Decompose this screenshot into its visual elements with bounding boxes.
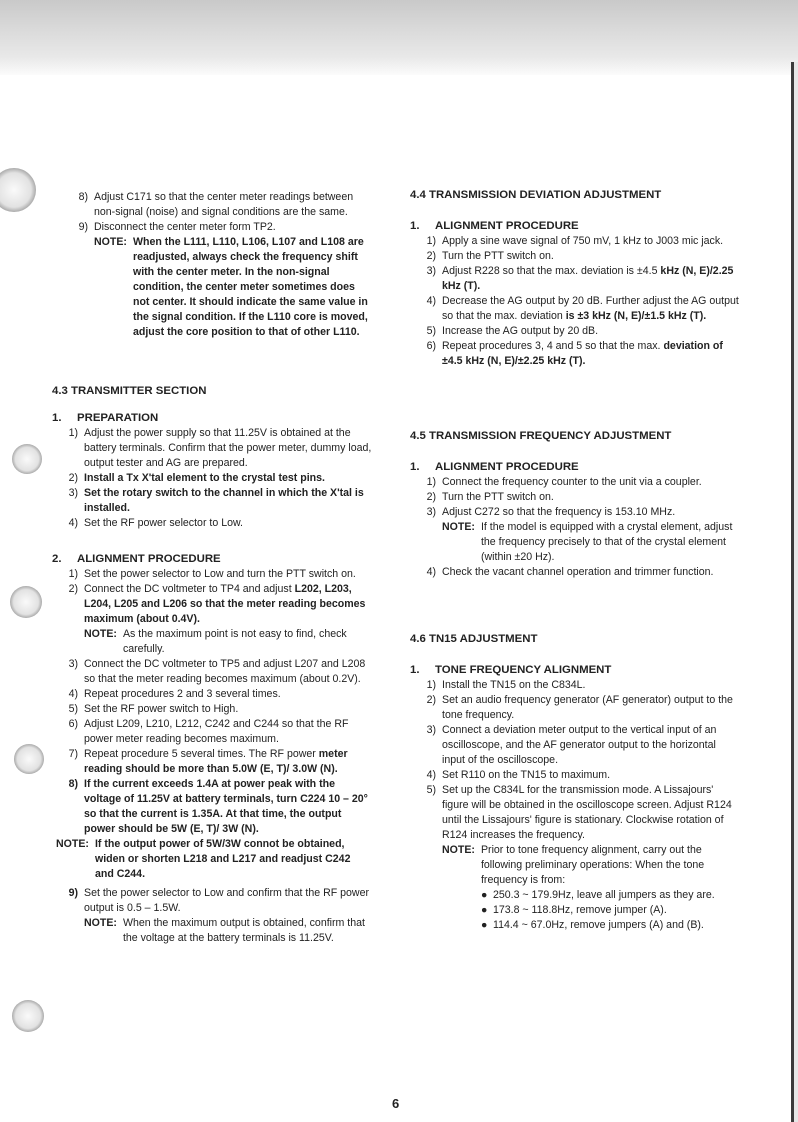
bullet-text: 114.4 ~ 67.0Hz, remove jumpers (A) and (B). [492, 919, 704, 931]
item-text [442, 339, 740, 369]
item-number: 1) [426, 679, 436, 691]
binder-hole-3 [10, 586, 42, 618]
item-number: 3) [426, 265, 436, 277]
list-item [414, 475, 740, 490]
item-text: Set an audio frequency generator (AF generator) output to the tone frequency. [442, 694, 733, 721]
list-item [56, 471, 372, 486]
item-number: 9) [68, 887, 78, 899]
item-number: 2) [426, 694, 436, 706]
note-text: As the maximum point is not easy to find, check carefully. [122, 628, 347, 655]
item-number: 1) [68, 427, 78, 439]
list-item [414, 339, 740, 369]
subsection-title: TONE FREQUENCY ALIGNMENT [435, 664, 612, 676]
note-label: NOTE: [442, 844, 475, 856]
list-item [414, 264, 740, 294]
item-text: Set the power selector to Low and turn the PTT switch on. [84, 568, 356, 580]
subsection-title: ALIGNMENT PROCEDURE [435, 461, 579, 473]
note-text: When the L111, L110, L106, L107 and L108 are readjusted, always check the frequency shift with the center meter. In the non-signal condition, the center meter sometimes does not center. It should indicate the same value in the signal condition. If the L110 core is moved, adjust the core position to that of other L110. [132, 236, 368, 338]
item-number: 8) [68, 778, 78, 790]
item-text-bold: kHz (N, E)/2.25 kHz (T). [442, 265, 734, 292]
item-text: Set up the C834L for the transmission mode. A Lissajours' figure will be obtained in the oscilloscope screen. Adjust R124 until the Lissajours' figure is stationary. Clockwise rotation of R124 increases the frequency. [442, 784, 732, 841]
preparation-list [56, 426, 372, 531]
list-item [414, 678, 740, 693]
item-text: Install a Tx X'tal element to the crystal test pins. [84, 472, 325, 484]
note [84, 916, 372, 946]
note-label: NOTE: [84, 628, 117, 640]
item-text-bold: deviation of ±4.5 kHz (N, E)/±2.25 kHz (T). [442, 340, 723, 367]
item-text [84, 747, 372, 777]
item-text: Set R110 on the TN15 to maximum. [442, 769, 611, 781]
bullet-text: 173.8 ~ 118.8Hz, remove jumper (A). [492, 904, 667, 916]
item-text: Increase the AG output by 20 dB. [442, 325, 599, 337]
note-body [481, 843, 740, 933]
note-text: If the output power of 5W/3W connot be obtained, widen or shorten L218 and L217 and readjust C242 and C244. [94, 838, 351, 880]
item-text: Set the RF power switch to High. [84, 703, 239, 715]
note-label: NOTE: [56, 838, 89, 850]
continued-items [52, 190, 372, 340]
subsection-title: ALIGNMENT PROCEDURE [435, 220, 579, 232]
subsection-heading [410, 219, 740, 234]
item-number: 2) [426, 250, 436, 262]
item-text-part: Adjust R228 so that the max. deviation is ±4.5 [442, 265, 658, 277]
item-text: Adjust the power supply so that 11.25V is obtained at the battery terminals. Confirm that the power meter, dummy load, output tester and AG are prepared. [84, 427, 372, 469]
subsection-heading [52, 411, 372, 426]
item-text: Set the power selector to Low and confirm that the RF power output is 0.5 – 1.5W. [84, 887, 369, 914]
binder-hole-2 [12, 444, 42, 474]
item-number: 3) [426, 724, 436, 736]
item-number: 4) [426, 295, 436, 307]
section-heading-4-4: 4.4 TRANSMISSION DEVIATION ADJUSTMENT [410, 189, 662, 201]
section-heading-4-3: 4.3 TRANSMITTER SECTION [52, 385, 207, 397]
note [84, 627, 372, 657]
bullet-text: 250.3 ~ 179.9Hz, leave all jumpers as they are. [492, 889, 715, 901]
bullet-item [481, 903, 740, 918]
binder-hole-1 [0, 168, 36, 212]
list-item [56, 657, 372, 687]
note [442, 843, 740, 933]
subsection-number: 1. [52, 412, 62, 424]
item-number: 9) [78, 221, 88, 233]
list-item [56, 702, 372, 717]
list-item [56, 886, 372, 916]
page-edge-line [791, 62, 794, 1122]
item-text-part: Decrease the AG output by 20 dB. Further adjust the AG output so that the max. deviation [442, 295, 739, 322]
list-item [414, 324, 740, 339]
list-item [56, 582, 372, 627]
item-text: Check the vacant channel operation and trimmer function. [442, 566, 714, 578]
item-text: Set the RF power selector to Low. [84, 517, 243, 529]
subsection-number: 2. [52, 553, 62, 565]
note-label: NOTE: [94, 236, 127, 248]
item-number: 2) [426, 491, 436, 503]
list-item [414, 249, 740, 264]
item-number: 8) [78, 191, 88, 203]
list-item [56, 486, 372, 516]
note [56, 837, 372, 882]
item-text-bold: meter reading should be more than 5.0W (E, T)/ 3.0W (N). [84, 748, 348, 775]
list-item [414, 505, 740, 520]
item-text: Install the TN15 on the C834L. [442, 679, 586, 691]
item-text: Adjust C272 so that the frequency is 153.10 MHz. [442, 506, 676, 518]
item-number: 1) [68, 568, 78, 580]
note-label: NOTE: [442, 521, 475, 533]
subsection-number: 1. [410, 220, 420, 232]
item-number: 4) [426, 769, 436, 781]
tone-list [414, 678, 740, 933]
item-number: 4) [68, 517, 78, 529]
list-item [414, 768, 740, 783]
list-item [66, 190, 372, 220]
binder-hole-5 [12, 1000, 44, 1032]
item-text-part: Connect the DC voltmeter to TP4 and adjust [84, 583, 292, 595]
bullet-dot: ● [480, 904, 488, 916]
list-item [414, 565, 740, 580]
item-text: Connect the DC voltmeter to TP5 and adjust L207 and L208 so that the meter reading becomes maximum (about 0.2V). [84, 658, 366, 685]
scan-shadow-top [0, 0, 798, 75]
list-item [414, 490, 740, 505]
list-item [56, 747, 372, 777]
note-label: NOTE: [84, 917, 117, 929]
item-number: 7) [68, 748, 78, 760]
item-number: 2) [68, 472, 78, 484]
subsection-heading [410, 460, 740, 475]
list-item [414, 783, 740, 843]
item-text: Set the rotary switch to the channel in which the X'tal is installed. [84, 487, 364, 514]
item-number: 6) [426, 340, 436, 352]
list-item [56, 426, 372, 471]
note [442, 520, 740, 565]
list-item [414, 723, 740, 768]
item-text-part: Repeat procedure 5 several times. The RF power [84, 748, 316, 760]
subsection-title: PREPARATION [77, 412, 159, 424]
subsection-heading [52, 552, 372, 567]
bullet-dot: ● [480, 919, 488, 931]
left-column [52, 190, 372, 946]
subsection-heading [410, 663, 740, 678]
alignment-list [56, 567, 372, 946]
item-text-part: Repeat procedures 3, 4 and 5 so that the max. [442, 340, 661, 352]
subsection-title: ALIGNMENT PROCEDURE [77, 553, 221, 565]
item-text: Adjust L209, L210, L212, C242 and C244 so that the RF power meter reading becomes maximum. [84, 718, 349, 745]
item-number: 5) [426, 325, 436, 337]
subsection-number: 1. [410, 461, 420, 473]
item-text: Adjust C171 so that the center meter readings between non-signal (noise) and signal conditions are the same. [94, 191, 354, 218]
list-item [56, 717, 372, 747]
list-item [414, 693, 740, 723]
item-number: 1) [426, 235, 436, 247]
list-item [414, 234, 740, 249]
item-text [84, 582, 372, 627]
bullet-item [481, 888, 740, 903]
bullet-item [481, 918, 740, 933]
item-number: 3) [68, 487, 78, 499]
item-number: 5) [68, 703, 78, 715]
note [94, 235, 372, 340]
item-text: If the current exceeds 1.4A at power peak with the voltage of 11.25V at battery terminals, turn C224 10 – 20° so that the current is 1.35A. At that time, the output power should be 5W (E, T)/ 3W (N). [84, 778, 368, 835]
item-number: 6) [68, 718, 78, 730]
list-item [56, 777, 372, 837]
item-text: Connect the frequency counter to the unit via a coupler. [442, 476, 702, 488]
note-text: If the model is equipped with a crystal element, adjust the frequency precisely to that of the crystal element (within ±20 Hz). [480, 521, 733, 563]
right-column [410, 188, 740, 933]
item-text: Apply a sine wave signal of 750 mV, 1 kHz to J003 mic jack. [442, 235, 724, 247]
subsection-number: 1. [410, 664, 420, 676]
item-text: Disconnect the center meter form TP2. [94, 221, 276, 233]
list-item [56, 567, 372, 582]
note-text: Prior to tone frequency alignment, carry out the following preliminary operations: When the tone frequency is from: [480, 844, 705, 886]
item-number: 2) [68, 583, 78, 595]
list-item [56, 687, 372, 702]
deviation-list [414, 234, 740, 369]
item-number: 3) [426, 506, 436, 518]
frequency-list [414, 475, 740, 580]
item-number: 4) [68, 688, 78, 700]
list-item [66, 220, 372, 235]
item-number: 1) [426, 476, 436, 488]
item-text: Turn the PTT switch on. [442, 491, 554, 503]
binder-hole-4 [14, 744, 44, 774]
item-text-bold: L202, L203, L204, L205 and L206 so that the meter reading becomes maximum (about 0.4V). [84, 583, 366, 625]
item-text: Connect a deviation meter output to the vertical input of an oscilloscope, and the AF generator output to the horizontal input of the oscilloscope. [442, 724, 717, 766]
section-heading-4-5: 4.5 TRANSMISSION FREQUENCY ADJUSTMENT [410, 430, 672, 442]
list-item [56, 516, 372, 531]
note-text: When the maximum output is obtained, confirm that the voltage at the battery terminals is 11.25V. [122, 917, 365, 944]
item-text [442, 294, 740, 324]
item-number: 5) [426, 784, 436, 796]
page-number: 6 [392, 1096, 400, 1111]
item-text: Repeat procedures 2 and 3 several times. [84, 688, 281, 700]
item-number: 3) [68, 658, 78, 670]
item-number: 4) [426, 566, 436, 578]
item-text [442, 264, 740, 294]
scan-shadow-right [794, 62, 798, 1122]
list-item [414, 294, 740, 324]
section-heading-4-6: 4.6 TN15 ADJUSTMENT [410, 633, 538, 645]
item-text-bold: is ±3 kHz (N, E)/±1.5 kHz (T). [565, 310, 707, 322]
item-text: Turn the PTT switch on. [442, 250, 554, 262]
bullet-dot: ● [480, 889, 488, 901]
